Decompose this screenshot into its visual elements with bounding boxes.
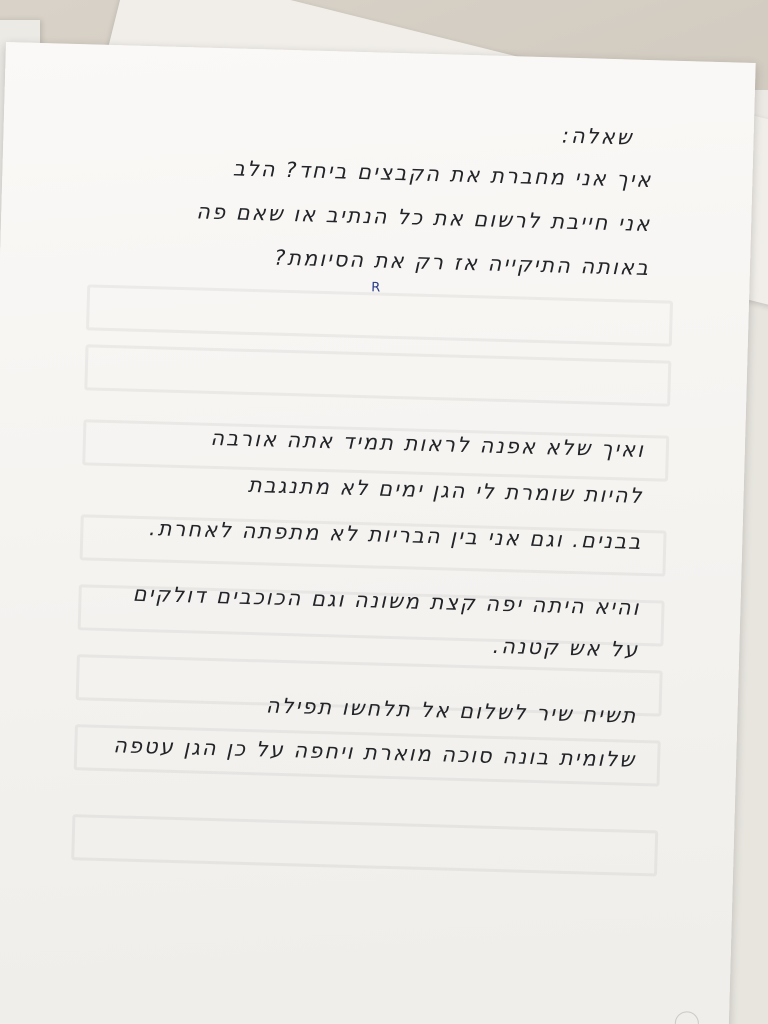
- handwritten-note: [0, 42, 756, 1024]
- question-line: אני חייבת לרשום את כל הנתיב או שאם פה: [195, 199, 652, 237]
- question-line: באותה התיקייה אז רק את הסיומת?: [273, 245, 651, 281]
- page-corner-mark: [675, 1011, 700, 1024]
- paragraph-line: והיא היתה יפה קצת משונה וגם הכוכבים דולקים: [132, 581, 641, 620]
- bleed-through-box: [71, 814, 658, 876]
- note-heading: שאלה:: [561, 123, 634, 150]
- insert-mark: R: [371, 280, 381, 296]
- paragraph-line: ואיך שלא אפנה לראות תמיד אתה אורבה: [210, 425, 646, 462]
- paragraph-line: תשיח שיר לשלום אל תלחשו תפילה: [265, 693, 638, 728]
- paragraph-line: על אש קטנה.: [492, 633, 640, 662]
- question-line: איך אני מחברת את הקבצים ביחד? הלב: [232, 156, 653, 193]
- paragraph-line: שלומית בונה סוכה מוארת ויחפה על כן הגן עטפה: [112, 733, 637, 772]
- paragraph-line: בבנים. וגם אני בין הבריות לא מתפתה לאחרת.: [148, 516, 643, 554]
- paragraph-line: להיות שומרת לי הגן ימים לא מתנגבת: [247, 472, 644, 508]
- bleed-through-box: [84, 344, 671, 406]
